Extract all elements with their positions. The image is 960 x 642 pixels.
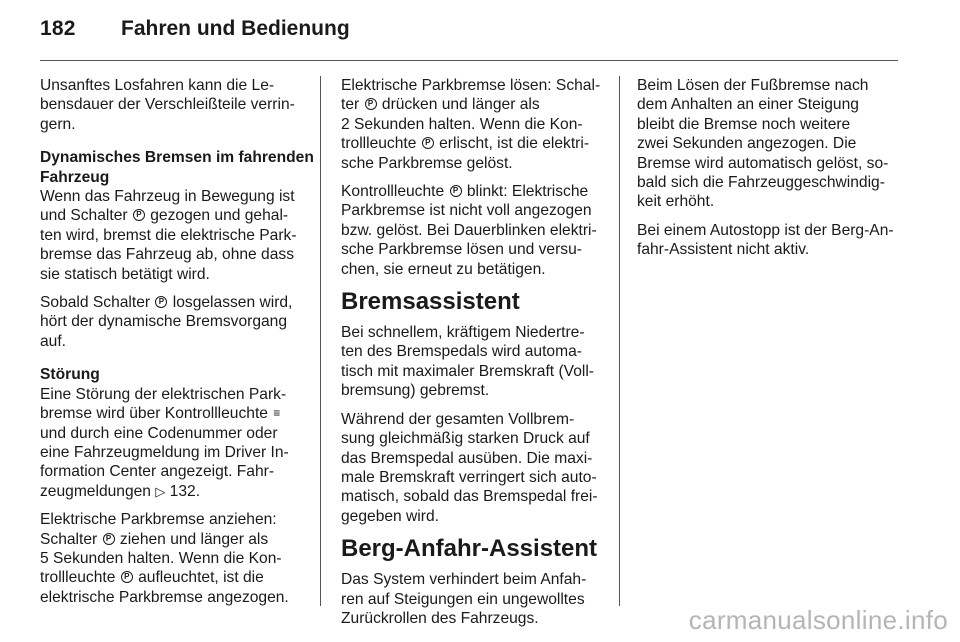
text-line: sche Parkbremse lösen und versu-	[341, 241, 582, 259]
text-line	[40, 404, 308, 423]
text-line: Beim Lösen der Fußbremse nach	[637, 77, 869, 94]
brake-fault-icon	[273, 407, 283, 419]
text-line: das Bremspedal ausüben. Die maxi-	[341, 449, 593, 467]
subheading-dynamic-braking	[40, 148, 314, 187]
text-line: auf.	[40, 332, 67, 350]
text-line: ten des Bremspedals wird automa-	[341, 343, 582, 361]
text-line: chen, sie erneut zu betätigen.	[341, 260, 546, 278]
parking-brake-icon	[365, 98, 377, 110]
text-fragment: ter	[341, 96, 360, 114]
text-line: Bei schnellem, kräftigem Niedertre-	[341, 324, 585, 342]
page-number: 182	[40, 17, 76, 40]
text-line: sche Parkbremse gelöst.	[341, 154, 513, 172]
text-fragment: trollleuchte	[341, 135, 417, 153]
parking-brake-icon	[121, 571, 133, 583]
text-line: male Bremskraft verringert sich auto-	[341, 468, 597, 486]
text-line: gegeben wird.	[341, 507, 439, 525]
paragraph	[341, 76, 609, 173]
column-divider	[320, 76, 321, 606]
header-divider	[40, 60, 898, 61]
text-line: Zurückrollen des Fahrzeugs.	[341, 609, 539, 627]
text-line: keit erhöht.	[637, 193, 715, 211]
text-line: bremse das Fahrzeug ab, ohne dass	[40, 246, 294, 264]
text-line	[341, 134, 609, 153]
text-line: Elektrische Parkbremse anziehen:	[40, 511, 277, 529]
text-fragment: zeugmeldungen	[40, 482, 151, 500]
text-line: Das System verhindert beim Anfah-	[341, 571, 587, 589]
paragraph	[341, 410, 609, 526]
paragraph	[341, 323, 609, 401]
text-fragment: gezogen und gehal-	[150, 207, 289, 225]
parking-brake-icon	[422, 137, 434, 149]
paragraph	[637, 76, 905, 212]
column-middle	[341, 76, 609, 637]
arrow-right-icon[interactable]: ▷	[155, 483, 166, 499]
parking-brake-icon	[103, 533, 115, 545]
text-line	[40, 482, 308, 501]
text-fragment: erlischt, ist die elektri-	[439, 135, 590, 153]
text-line: Während der gesamten Vollbrem-	[341, 410, 575, 428]
text-line: ten wird, bremst die elektrische Park-	[40, 226, 297, 244]
text-line: 5 Sekunden halten. Wenn die Kon-	[40, 549, 282, 567]
text-line: und durch eine Codenummer oder	[40, 424, 278, 442]
heading-brake-assist: Bremsassistent	[341, 288, 520, 316]
parking-brake-icon	[133, 209, 145, 221]
text-line: Störung	[40, 366, 100, 384]
watermark: carmanualsonline.info	[688, 605, 948, 635]
paragraph	[341, 182, 609, 279]
text-line: Bei einem Autostopp ist der Berg-An-	[637, 221, 894, 239]
text-fragment: drücken und länger als	[381, 96, 540, 114]
text-fragment: Kontrollleuchte	[341, 183, 445, 201]
text-line: bremsung) gebremst.	[341, 382, 490, 400]
paragraph	[40, 76, 308, 134]
text-fragment: Sobald Schalter	[40, 294, 151, 312]
text-line: bensdauer der Verschleißteile verrin-	[40, 96, 295, 114]
text-line: fahr-Assistent nicht aktiv.	[637, 241, 810, 259]
text-line: hört der dynamische Bremsvorgang	[40, 313, 288, 331]
text-line: Fahrzeug	[40, 168, 110, 186]
paragraph	[40, 187, 308, 284]
text-line: formation Center angezeigt. Fahr-	[40, 463, 275, 481]
text-fragment: losgelassen wird,	[172, 294, 293, 312]
paragraph	[40, 510, 308, 607]
subheading-fault	[40, 365, 308, 384]
text-line: Elektrische Parkbremse lösen: Schal-	[341, 77, 601, 94]
parking-brake-icon	[155, 296, 167, 308]
text-line: Bremse wird automatisch gelöst, so-	[637, 154, 889, 172]
text-line: sung gleichmäßig starken Druck auf	[341, 430, 590, 448]
text-line: 2 Sekunden halten. Wenn die Kon-	[341, 115, 583, 133]
text-line: dem Anhalten an einer Steigung	[637, 96, 859, 114]
column-divider	[619, 76, 620, 606]
text-line: Dynamisches Bremsen im fahrenden	[40, 149, 314, 167]
text-line	[40, 530, 308, 549]
text-line: Eine Störung der elektrischen Park-	[40, 385, 287, 403]
text-fragment: ziehen und länger als	[119, 530, 269, 548]
text-fragment: Schalter	[40, 530, 98, 548]
text-fragment: aufleuchtet, ist die	[138, 569, 264, 587]
text-line: Wenn das Fahrzeug in Bewegung ist	[40, 188, 295, 206]
text-fragment: trollleuchte	[40, 569, 116, 587]
text-line: gern.	[40, 115, 76, 133]
text-line: bleibt die Bremse noch weitere	[637, 115, 851, 133]
text-line	[40, 206, 308, 225]
paragraph	[40, 293, 308, 351]
text-line	[341, 95, 609, 114]
text-line	[40, 293, 308, 312]
text-line: ren auf Steigungen ein ungewolltes	[341, 590, 585, 608]
text-fragment: und Schalter	[40, 207, 128, 225]
heading-hill-start-assist: Berg-Anfahr-Assistent	[341, 535, 598, 563]
text-line: Unsanftes Losfahren kann die Le-	[40, 77, 275, 94]
paragraph	[637, 221, 905, 260]
text-line: bzw. gelöst. Bei Dauerblinken elektri-	[341, 221, 597, 239]
text-line	[40, 568, 308, 587]
text-fragment: bremse wird über Kontrollleuchte	[40, 405, 268, 423]
parking-brake-icon	[450, 185, 462, 197]
column-left	[40, 76, 314, 616]
text-line: bald sich die Fahrzeuggeschwindig-	[637, 174, 885, 192]
cross-reference-link[interactable]: 132.	[169, 482, 201, 500]
column-right	[637, 76, 905, 269]
section-title: Fahren und Bedienung	[121, 17, 350, 40]
text-line: sie statisch betätigt wird.	[40, 265, 210, 283]
text-line: zwei Sekunden angezogen. Die	[637, 135, 857, 153]
text-fragment: blinkt: Elektrische	[466, 183, 589, 201]
paragraph	[40, 385, 308, 501]
paragraph	[341, 570, 609, 628]
text-line: eine Fahrzeugmeldung im Driver In-	[40, 443, 289, 461]
text-line: matisch, sobald das Bremspedal frei-	[341, 488, 598, 506]
text-line: tisch mit maximaler Bremskraft (Voll-	[341, 362, 595, 380]
text-line: Parkbremse ist nicht voll angezogen	[341, 202, 592, 220]
text-line: elektrische Parkbremse angezogen.	[40, 588, 289, 606]
text-line	[341, 182, 609, 201]
